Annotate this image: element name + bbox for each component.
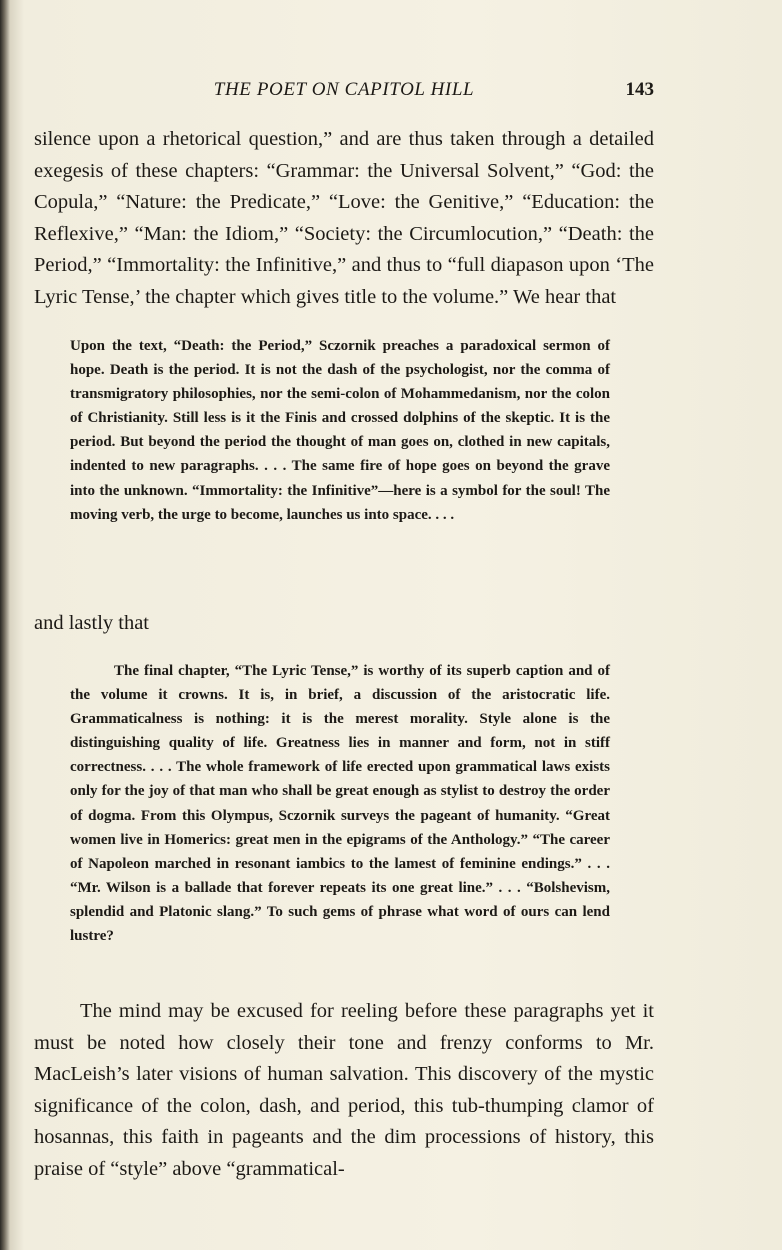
page-number: 143 <box>625 79 654 100</box>
running-head <box>34 76 654 106</box>
closing-paragraph: The mind may be excused for reeling before these paragraphs yet it must be noted how closely their tone and frenzy conforms to Mr. MacLeish’s later visions of human salvation. This discovery of the mystic significance of the colon, dash, and period, this tub-thumping clamor of hosannas, this faith in pageants and the dim processions of history, this praise of “style” above “grammatical- <box>34 1000 654 1180</box>
intro-paragraph: silence upon a rhetorical question,” and are thus taken through a detailed exegesis of these chapters: “Grammar: the Universal Solvent,” “God: the Copula,” “Nature: the Predicate,” “Love: the Genitive,” “Education: the Reflexive,” “Man: the Idiom,” “Society: the Circumlocution,” “Death: the Period,” “Immortality: the Infinitive,” and thus to “full diapason upon ‘The Lyric Tense,’ the chapter which gives title to the volume.” We hear that <box>34 128 654 308</box>
transition-line: and lastly that <box>34 612 150 634</box>
block-quote-death-period: Upon the text, “Death: the Period,” Sczornik preaches a paradoxical sermon of hope. Death is the period. It is not the dash of the psychologist, nor the comma of transmigratory philosophies, nor the semi-colon of Mohammedanism, nor the colon of Christianity. Still less is it the Finis and crossed dolphins of the skeptic. It is the period. But beyond the period the thought of man goes on, clothed in new capitals, indented to new paragraphs. . . . The same fire of hope goes on beyond the grave into the unknown. “Immortality: the Infinitive”—here is a symbol for the soul! The moving verb, the urge to become, launches us into space. . . . <box>70 338 610 523</box>
running-title: THE POET ON CAPITOL HILL <box>213 79 475 100</box>
block-quote-lyric-tense: The final chapter, “The Lyric Tense,” is worthy of its superb caption and of the volume it crowns. It is, in brief, a discussion of the aristocratic life. Grammaticalness is nothing: it is the merest morality. Style alone is the distinguishing quality of life. Greatness lies in manner and form, not in stiff correctness. . . . The whole framework of life erected upon grammatical laws exists only for the joy of that man who shall be great enough as stylist to destroy the order of dogma. From this Olympus, Sczornik surveys the pageant of humanity. “Great women live in Homerics: great men in the epigrams of the Anthology.” “The career of Napoleon marched in resonant iambics to the lamest of feminine endings.” . . . “Mr. Wilson is a ballade that forever repeats its one great line.” . . . “Bolshevism, splendid and Platonic slang.” To such gems of phrase what word of ours can lend lustre? <box>70 663 610 945</box>
